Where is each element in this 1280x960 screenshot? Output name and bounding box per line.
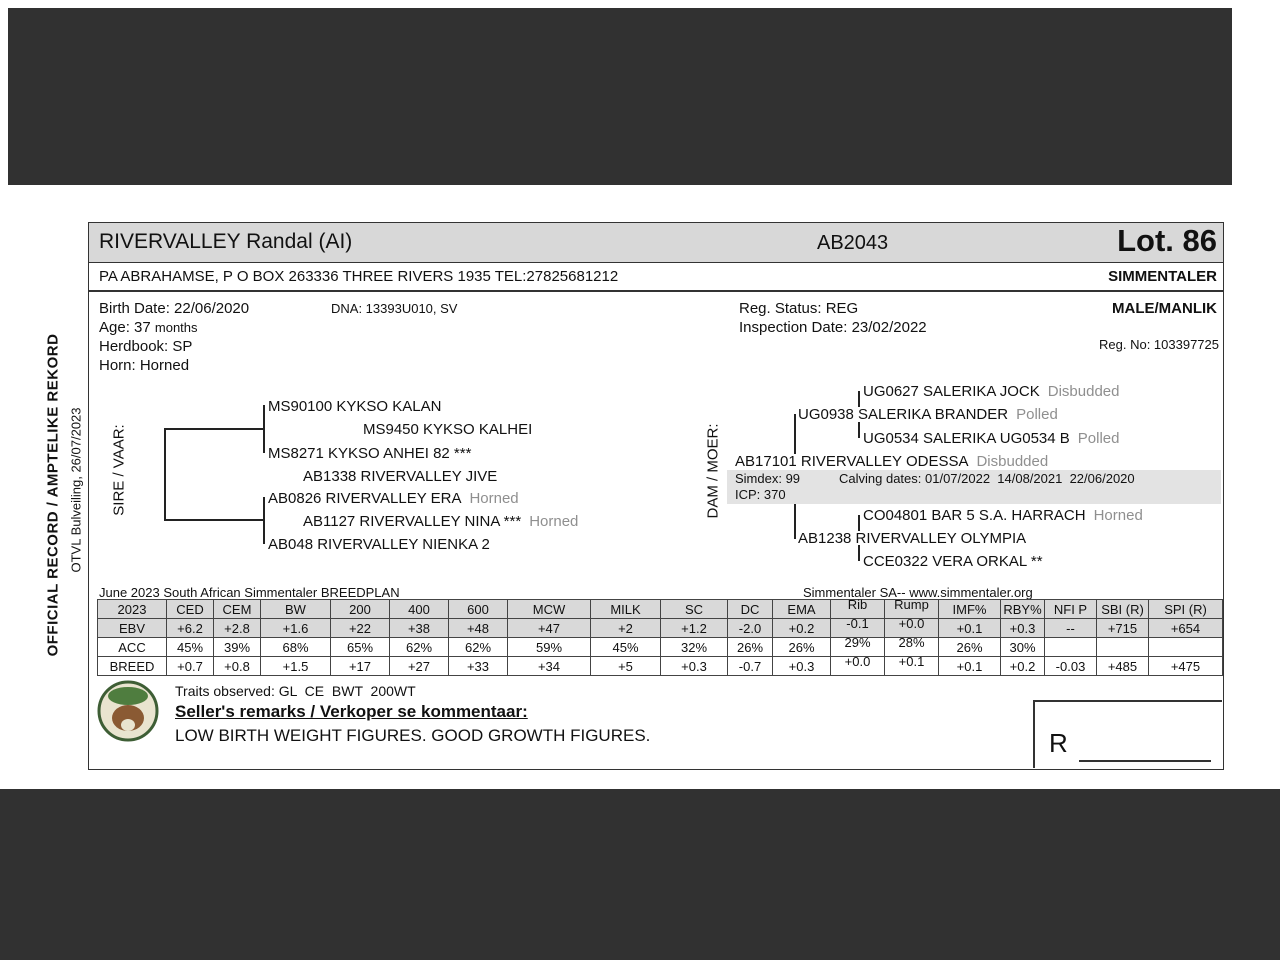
- horn-tag: Disbudded: [1047, 383, 1120, 400]
- pedigree-node: [798, 406, 1058, 423]
- table-cell: 45%: [167, 638, 214, 657]
- horn-tag: Disbudded: [976, 453, 1049, 470]
- table-cell: +5: [591, 657, 661, 676]
- price-currency-label: R: [1049, 728, 1068, 758]
- lot-number: Lot. 86: [1117, 223, 1217, 258]
- ancestor-name: AB0826 RIVERVALLEY ERA: [268, 490, 462, 507]
- calving-dates: Calving dates: 01/07/2022 14/08/2021 22/06/2020: [839, 471, 1135, 486]
- sale-event-label: OTVL Bulveiling, 26/07/2023: [68, 407, 84, 573]
- pedigree-connector-line: [164, 428, 264, 430]
- price-blank-line: [1079, 760, 1211, 762]
- table-cell: 68%: [261, 638, 331, 657]
- table-cell: +2.8: [214, 619, 261, 638]
- table-cell: [1149, 638, 1223, 657]
- table-header-cell: SBI (R): [1097, 600, 1149, 619]
- table-cell: -0.03: [1045, 657, 1097, 676]
- pedigree-connector-line: [858, 545, 860, 561]
- sellers-remarks-text: LOW BIRTH WEIGHT FIGURES. GOOD GROWTH FIGURES.: [175, 726, 651, 745]
- sellers-remarks-heading: Seller's remarks / Verkoper se kommentaar:: [175, 702, 528, 721]
- table-header-cell: Rump: [885, 600, 939, 619]
- table-cell: -2.0: [728, 619, 773, 638]
- table-cell: 32%: [661, 638, 728, 657]
- horn-tag: Horned: [1093, 507, 1143, 524]
- horn-tag: Horned: [529, 513, 579, 530]
- table-header-cell: MCW: [508, 600, 591, 619]
- reg-number: Reg. No: 103397725: [1099, 337, 1219, 352]
- pedigree-connector-line: [858, 391, 860, 407]
- table-cell: +27: [390, 657, 449, 676]
- ancestor-name: UG0534 SALERIKA UG0534 B: [863, 430, 1070, 447]
- table-row: [98, 619, 1223, 638]
- table-header-cell: Rib: [831, 600, 885, 619]
- row-label-cell: EBV: [98, 619, 167, 638]
- table-cell: +0.7: [167, 657, 214, 676]
- table-cell: +0.8: [214, 657, 261, 676]
- ancestor-name: AB17101 RIVERVALLEY ODESSA: [735, 453, 969, 470]
- pedigree-node: [268, 536, 498, 553]
- table-header-cell: MILK: [591, 600, 661, 619]
- bottom-letterbox: [0, 789, 1280, 960]
- pedigree-node: [268, 398, 449, 415]
- ancestor-name: MS8271 KYKSO ANHEI 82 ***: [268, 445, 472, 462]
- table-cell: +0.2: [773, 619, 831, 638]
- horn-status: Horn: Horned: [99, 357, 190, 374]
- price-box: [1033, 700, 1222, 768]
- inspection-date: Inspection Date: 23/02/2022: [739, 319, 927, 336]
- pedigree-node: [303, 513, 578, 530]
- table-header-cell: CED: [167, 600, 214, 619]
- icp-value: ICP: 370: [735, 487, 786, 502]
- table-header-cell: 600: [449, 600, 508, 619]
- table-row: [98, 657, 1223, 676]
- ancestor-name: UG0938 SALERIKA BRANDER: [798, 406, 1009, 423]
- pedigree-connector-line: [858, 515, 860, 531]
- table-header-cell: DC: [728, 600, 773, 619]
- table-cell: [1097, 638, 1149, 657]
- pedigree-node: [735, 453, 1048, 470]
- ancestor-name: UG0627 SALERIKA JOCK: [863, 383, 1040, 400]
- animal-id: AB2043: [817, 232, 889, 254]
- table-cell: +17: [331, 657, 390, 676]
- table-cell: +0.3: [661, 657, 728, 676]
- pedigree-node: [303, 468, 505, 485]
- table-header-cell: 200: [331, 600, 390, 619]
- simdex-value: Simdex: 99: [735, 471, 801, 486]
- ancestor-name: MS90100 KYKSO KALAN: [268, 398, 442, 415]
- dna-info: DNA: 13393U010, SV: [331, 301, 458, 316]
- table-cell: +6.2: [167, 619, 214, 638]
- pedigree-connector-line: [794, 504, 796, 539]
- table-cell: +33: [449, 657, 508, 676]
- table-header-cell: NFI P: [1045, 600, 1097, 619]
- horn-tag: Horned: [469, 490, 519, 507]
- pedigree-node: [268, 490, 519, 507]
- table-cell: 62%: [390, 638, 449, 657]
- table-cell: 26%: [773, 638, 831, 657]
- table-cell: +0.2: [1001, 657, 1045, 676]
- breedplan-table: [97, 596, 1223, 676]
- catalog-card: [88, 222, 1224, 770]
- ancestor-name: AB1127 RIVERVALLEY NINA ***: [303, 513, 522, 530]
- animal-name: RIVERVALLEY Randal (AI): [99, 230, 353, 253]
- row-label-cell: ACC: [98, 638, 167, 657]
- pedigree-node: [798, 530, 1034, 547]
- ancestor-name: AB1238 RIVERVALLEY OLYMPIA: [798, 530, 1027, 547]
- table-header-cell: 400: [390, 600, 449, 619]
- ancestor-name: MS9450 KYKSO KALHEI: [363, 421, 533, 438]
- dam-performance-band: [727, 470, 1221, 504]
- table-cell: +0.0: [831, 657, 885, 676]
- table-cell: +0.1: [939, 619, 1001, 638]
- table-cell: 26%: [939, 638, 1001, 657]
- pedigree-connector-line: [858, 422, 860, 438]
- table-cell: +38: [390, 619, 449, 638]
- sex-label: MALE/MANLIK: [1112, 300, 1217, 317]
- traits-observed: Traits observed: GL CE BWT 200WT: [175, 683, 416, 699]
- official-record-label: OFFICIAL RECORD / AMPTELIKE REKORD: [44, 333, 62, 657]
- table-cell: 45%: [591, 638, 661, 657]
- table-cell: 26%: [728, 638, 773, 657]
- pedigree-connector-line: [263, 405, 265, 453]
- pedigree-node: [863, 430, 1120, 447]
- table-cell: +0.0: [885, 619, 939, 638]
- table-cell: +475: [1149, 657, 1223, 676]
- card-header: [89, 223, 1223, 263]
- table-cell: +485: [1097, 657, 1149, 676]
- horn-tag: Polled: [1077, 430, 1120, 447]
- table-cell: +34: [508, 657, 591, 676]
- breedplan-title: June 2023 South African Simmentaler BREEDPLAN: [99, 585, 400, 600]
- pedigree-connector-line: [164, 519, 264, 521]
- table-row: [98, 638, 1223, 657]
- reg-status: Reg. Status: REG: [739, 300, 859, 317]
- sire-label: SIRE / VAAR:: [110, 424, 128, 516]
- table-header-cell: RBY%: [1001, 600, 1045, 619]
- ancestor-name: AB1338 RIVERVALLEY JIVE: [303, 468, 498, 485]
- table-cell: +715: [1097, 619, 1149, 638]
- pedigree-node: [863, 553, 1051, 570]
- table-cell: +22: [331, 619, 390, 638]
- table-cell: +48: [449, 619, 508, 638]
- pedigree-connector-line: [164, 428, 166, 521]
- table-cell: +2: [591, 619, 661, 638]
- age-unit: months: [154, 320, 198, 335]
- breed-society-logo-icon: [97, 680, 159, 742]
- horn-tag: Polled: [1016, 406, 1058, 423]
- pedigree-node: [863, 507, 1143, 524]
- table-cell: +47: [508, 619, 591, 638]
- age-value: Age: 37: [99, 319, 151, 336]
- top-letterbox: [8, 8, 1232, 185]
- table-header-cell: CEM: [214, 600, 261, 619]
- pedigree-connector-line: [794, 414, 796, 454]
- table-cell: +1.5: [261, 657, 331, 676]
- row-label-cell: BREED: [98, 657, 167, 676]
- table-cell: +0.3: [1001, 619, 1045, 638]
- table-header-row: [98, 600, 1223, 619]
- table-cell: +1.2: [661, 619, 728, 638]
- birth-date: Birth Date: 22/06/2020: [99, 300, 250, 317]
- table-header-cell: 2023: [98, 600, 167, 619]
- table-header-cell: EMA: [773, 600, 831, 619]
- herdbook: Herdbook: SP: [99, 338, 193, 355]
- table-cell: +0.1: [939, 657, 1001, 676]
- ancestor-name: AB048 RIVERVALLEY NIENKA 2: [268, 536, 490, 553]
- table-cell: 39%: [214, 638, 261, 657]
- table-cell: 62%: [449, 638, 508, 657]
- pedigree-connector-line: [263, 497, 265, 544]
- table-cell: 30%: [1001, 638, 1045, 657]
- table-cell: +0.1: [885, 657, 939, 676]
- table-cell: [1045, 638, 1097, 657]
- table-cell: -0.1: [831, 619, 885, 638]
- table-cell: +1.6: [261, 619, 331, 638]
- table-header-cell: SC: [661, 600, 728, 619]
- owner-contact: PA ABRAHAMSE, P O BOX 263336 THREE RIVERS 1935 TEL:27825681212: [99, 268, 619, 285]
- table-cell: -0.7: [728, 657, 773, 676]
- pedigree-node: [268, 445, 479, 462]
- table-header-cell: SPI (R): [1149, 600, 1223, 619]
- table-cell: +0.3: [773, 657, 831, 676]
- dam-label: DAM / MOER:: [704, 423, 722, 519]
- breed-society-url: Simmentaler SA-- www.simmentaler.org: [803, 585, 1033, 600]
- pedigree-node: [863, 383, 1119, 400]
- breed-name: SIMMENTALER: [1108, 268, 1217, 285]
- table-header-cell: IMF%: [939, 600, 1001, 619]
- table-cell: +654: [1149, 619, 1223, 638]
- table-cell: 29%: [831, 638, 885, 657]
- table-header-cell: BW: [261, 600, 331, 619]
- age: [99, 319, 198, 336]
- owner-bar: [89, 263, 1223, 292]
- ancestor-name: CO04801 BAR 5 S.A. HARRACH: [863, 507, 1086, 524]
- table-cell: 59%: [508, 638, 591, 657]
- ancestor-name: CCE0322 VERA ORKAL **: [863, 553, 1043, 570]
- pedigree-node: [363, 421, 540, 438]
- table-cell: 28%: [885, 638, 939, 657]
- table-cell: --: [1045, 619, 1097, 638]
- table-cell: 65%: [331, 638, 390, 657]
